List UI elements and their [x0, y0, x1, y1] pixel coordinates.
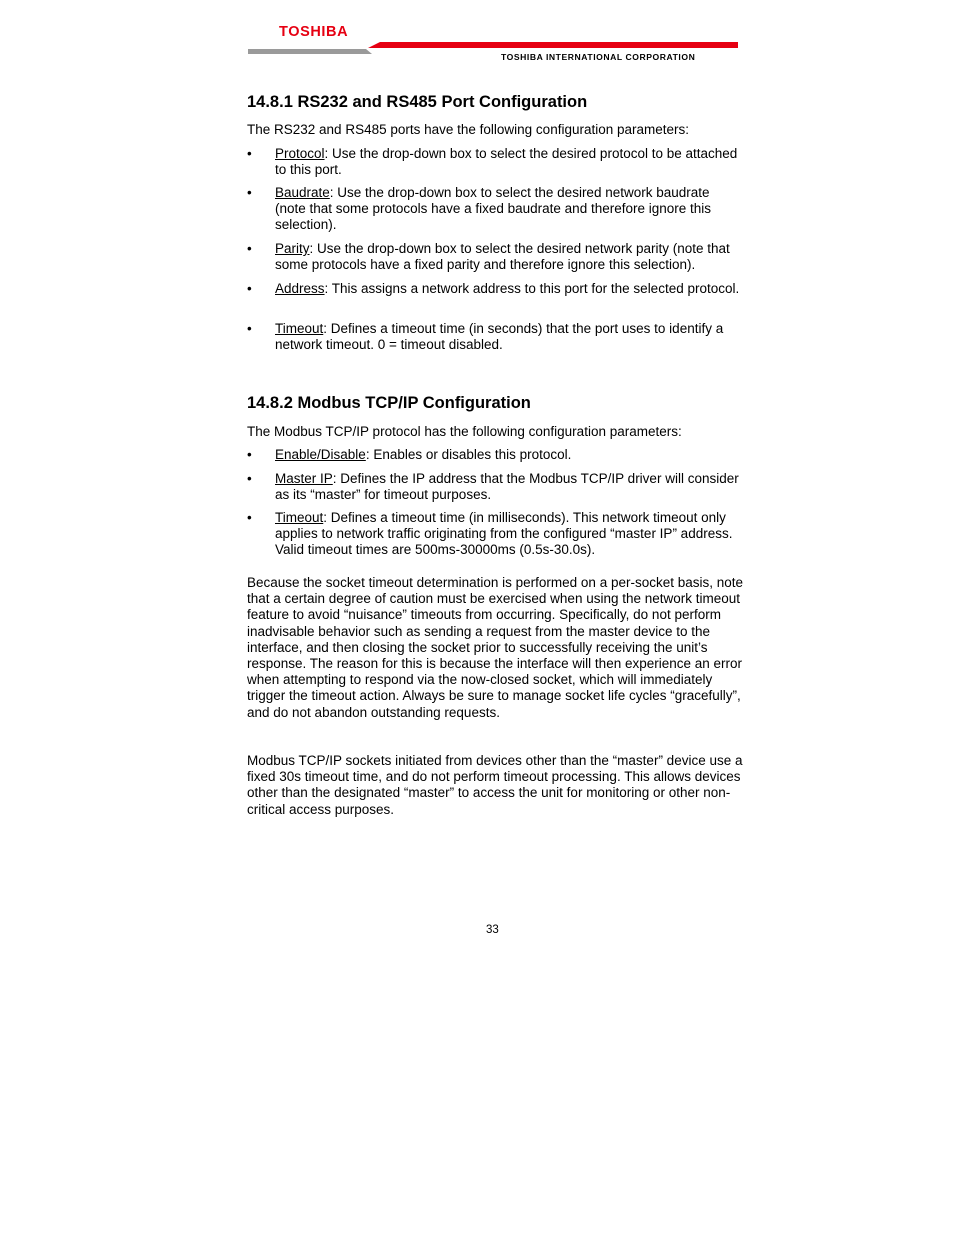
param-term: Timeout	[275, 510, 324, 525]
bullet-icon: •	[247, 146, 252, 161]
body-paragraph: Because the socket timeout determination is performed on a per-socket basis, note that a certain degree of caution must be exercised when using the network timeout feature to avoid “nuisance” timeouts from occurring. Specifically, do not perform inadvisable behavior such as sending a request from the master device to the interface, and then closing the socket prior to successfully receiving the unit’s response. The reason for this is because the interface will then experience an error when attempting to respond via the now-closed socket, which will immediately trigger the timeout action. Always be sure to manage socket life cycles “gracefully”, and do not abandon outstanding requests.	[247, 575, 744, 720]
param-desc: : Defines a timeout time (in seconds) that the port uses to identify a network timeout. 0 = timeout disabled.	[275, 321, 724, 353]
param-desc: : Defines the IP address that the Modbus TCP/IP driver will consider as its “master” for timeout purposes.	[275, 471, 739, 503]
page-number: 33	[486, 924, 499, 936]
param-desc: : Use the drop-down box to select the desired network parity (note that some protocols have a fixed parity and therefore ignore this selection).	[275, 241, 730, 273]
param-term: Protocol	[275, 146, 325, 161]
bullet-icon: •	[247, 241, 252, 256]
param-desc: : Use the drop-down box to select the desired network baudrate (note that some protocols have a fixed baudrate and therefore ignore this selection).	[275, 185, 712, 233]
param-term: Master IP	[275, 471, 333, 486]
param-term: Address	[275, 281, 325, 296]
section-title-rs232-rs485: 14.8.1 RS232 and RS485 Port Configuration	[247, 93, 588, 111]
bullet-icon: •	[247, 281, 252, 296]
section2-intro: The Modbus TCP/IP protocol has the following configuration parameters:	[247, 424, 682, 439]
section-title-modbus-tcpip: 14.8.2 Modbus TCP/IP Configuration	[247, 394, 531, 412]
page-header	[0, 0, 954, 70]
param-term: Parity	[275, 241, 310, 256]
param-desc: : Enables or disables this protocol.	[365, 447, 572, 462]
param-desc: : Defines a timeout time (in milliseconds). This network timeout only applies to network traffic originating from the configured “master IP” address. Valid timeout times are 500ms-30000ms (0.5s-30.0s).	[275, 510, 733, 558]
param-term: Baudrate	[275, 185, 330, 200]
param-term: Enable/Disable	[275, 447, 366, 462]
section1-intro: The RS232 and RS485 ports have the following configuration parameters:	[247, 122, 690, 137]
bullet-icon: •	[247, 510, 252, 525]
param-term: Timeout	[275, 321, 324, 336]
bullet-icon: •	[247, 471, 252, 486]
bullet-icon: •	[247, 447, 252, 462]
param-desc: : This assigns a network address to this port for the selected protocol.	[324, 281, 740, 296]
bullet-icon: •	[247, 321, 252, 336]
body-paragraph: Modbus TCP/IP sockets initiated from devices other than the “master” device use a fixed 30s timeout time, and do not perform timeout processing. This allows devices other than the designated “master” to access the unit for monitoring or other non-critical access purposes.	[247, 753, 743, 817]
param-desc: : Use the drop-down box to select the desired protocol to be attached to this port.	[275, 146, 738, 178]
corporation-name: TOSHIBA INTERNATIONAL CORPORATION	[501, 52, 696, 62]
toshiba-logo: TOSHIBA	[279, 24, 349, 40]
bullet-icon: •	[247, 185, 252, 200]
